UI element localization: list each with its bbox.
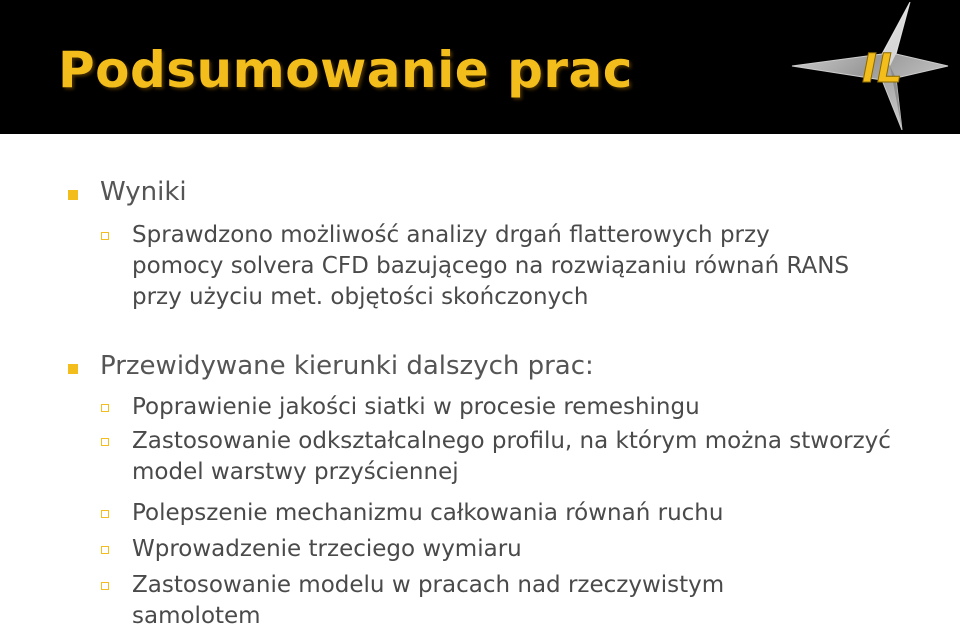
sub-bullet-marker: [101, 546, 109, 554]
sub-bullet-marker: [101, 232, 109, 240]
list-item: Polepszenie mechanizmu całkowania równań ruchu: [132, 500, 724, 526]
list-item: Zastosowanie modelu w pracach nad rzeczywistym samolotem: [132, 572, 725, 629]
section-heading-future-work: Przewidywane kierunki dalszych prac:: [100, 351, 594, 381]
sub-bullet-marker: [101, 404, 109, 412]
sub-bullet-marker: [101, 438, 109, 446]
sub-bullet-marker: [101, 510, 109, 518]
logo-text: IL: [862, 46, 903, 92]
list-item: Sprawdzono możliwość analizy drgań flatterowych przy pomocy solvera CFD bazującego na rozwiązaniu równań RANS przy użyciu met. objętości skończonych: [132, 222, 850, 310]
bullet-marker: [68, 190, 78, 200]
list-item: Poprawienie jakości siatki w procesie remeshingu: [132, 394, 700, 420]
sub-bullet-marker: [101, 582, 109, 590]
bullet-marker: [68, 364, 78, 374]
list-item: Wprowadzenie trzeciego wymiaru: [132, 536, 522, 562]
slide-title: Podsumowanie prac: [58, 41, 633, 99]
list-item: Zastosowanie odkształcalnego profilu, na którym można stworzyć model warstwy przyściennej: [132, 428, 891, 485]
section-heading-results: Wyniki: [100, 177, 187, 207]
